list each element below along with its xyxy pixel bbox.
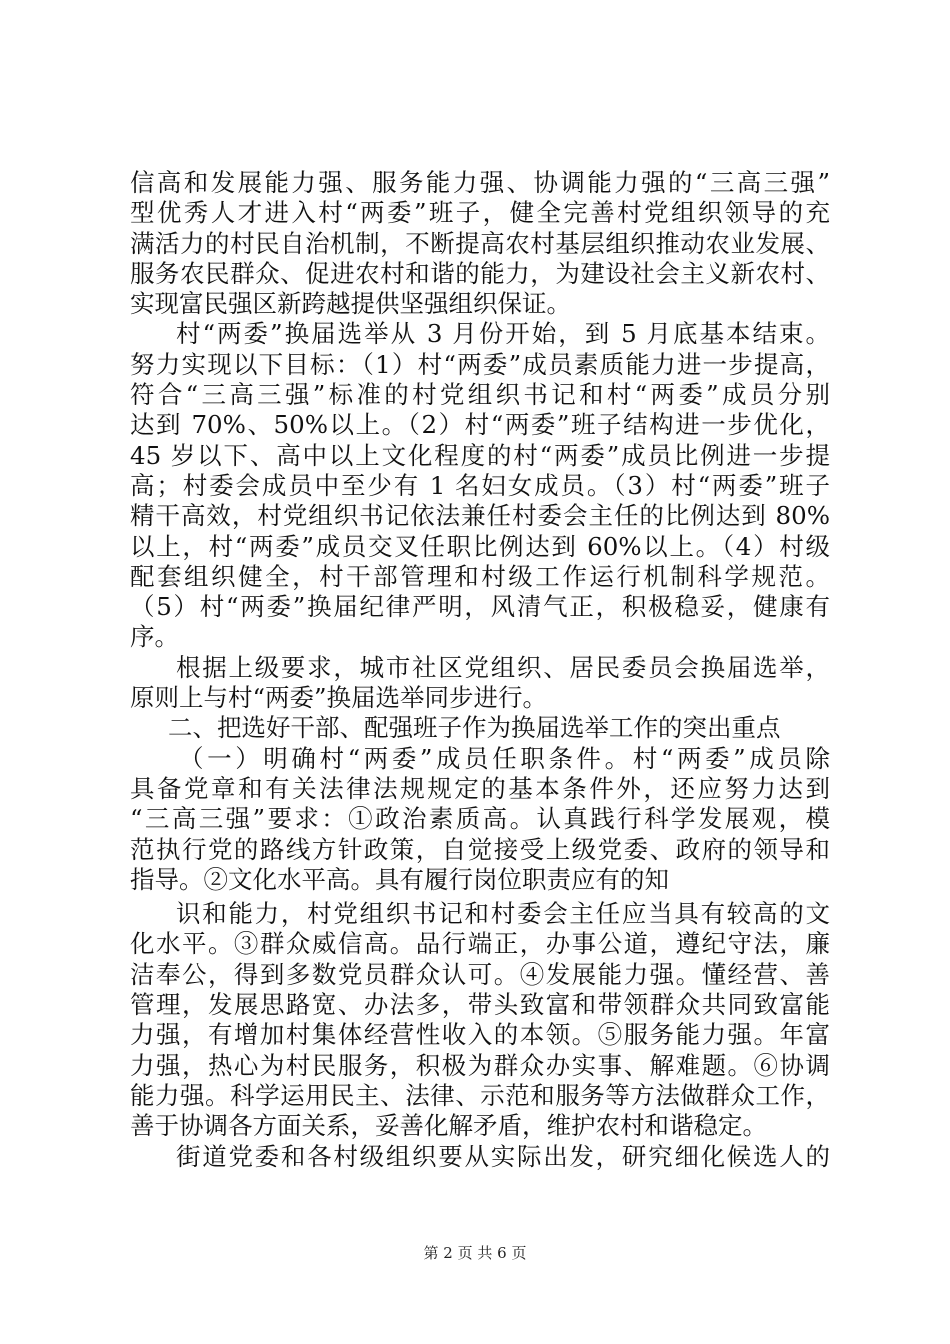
text-line: 范执行党的路线方针政策，自觉接受上级党委、政府的领导和 <box>130 834 830 864</box>
text-line: 洁奉公，得到多数党员群众认可。④发展能力强。懂经营、善 <box>130 959 830 989</box>
paragraph-start-line: 街道党委和各村级组织要从实际出发，研究细化候选人的 <box>176 1141 830 1171</box>
text-line: 力强，有增加村集体经营性收入的本领。⑤服务能力强。年富 <box>130 1020 830 1050</box>
text-line: 化水平。③群众威信高。品行端正，办事公道，遵纪守法，廉 <box>130 929 830 959</box>
text-line: 序。 <box>130 622 179 652</box>
paragraph-start-line: 根据上级要求，城市社区党组织、居民委员会换届选举， <box>176 652 830 682</box>
text-line: 原则上与村“两委”换届选举同步进行。 <box>130 683 548 713</box>
text-line: 达到 70%、50%以上。（2）村“两委”班子结构进一步优化， <box>130 410 830 440</box>
text-line: 服务农民群众、促进农村和谐的能力，为建设社会主义新农村、 <box>130 258 830 288</box>
text-line: 实现富民强区新跨越提供坚强组织保证。 <box>130 289 571 319</box>
text-line: 以上，村“两委”成员交叉任职比例达到 60%以上。（4）村级 <box>130 531 830 561</box>
text-line: 型优秀人才进入村“两委”班子，健全完善村党组织领导的充 <box>130 198 830 228</box>
text-line: 配套组织健全，村干部管理和村级工作运行机制科学规范。 <box>130 561 830 591</box>
text-line: 具备党章和有关法律法规规定的基本条件外，还应努力达到 <box>130 773 830 803</box>
document-body <box>130 168 830 1172</box>
text-line: 高；村委会成员中至少有 1 名妇女成员。（3）村“两委”班子 <box>130 470 830 500</box>
paragraph-start-line: 识和能力，村党组织书记和村委会主任应当具有较高的文 <box>176 899 830 929</box>
section-heading: 二、把选好干部、配强班子作为换届选举工作的突出重点 <box>168 713 781 743</box>
text-line: 45 岁以下、高中以上文化程度的村“两委”成员比例进一步提 <box>130 440 830 470</box>
page-number-footer: 第 2 页 共 6 页 <box>423 1244 527 1262</box>
text-line: 指导。②文化水平高。具有履行岗位职责应有的知 <box>130 864 669 894</box>
text-line: 符合“三高三强”标准的村党组织书记和村“两委”成员分别 <box>130 380 830 410</box>
paragraph-start-line: （一）明确村“两委”成员任职条件。村“两委”成员除 <box>179 743 830 773</box>
text-line: 力强，热心为村民服务，积极为群众办实事、解难题。⑥协调 <box>130 1050 830 1080</box>
text-line: “三高三强”要求：①政治素质高。认真践行科学发展观，模 <box>130 804 830 834</box>
text-line: 努力实现以下目标：（1）村“两委”成员素质能力进一步提高， <box>130 349 830 379</box>
text-line: 能力强。科学运用民主、法律、示范和服务等方法做群众工作， <box>130 1080 830 1110</box>
text-line: 满活力的村民自治机制，不断提高农村基层组织推动农业发展、 <box>130 228 830 258</box>
text-line: 精干高效，村党组织书记依法兼任村委会主任的比例达到 80% <box>130 501 830 531</box>
text-line: 善于协调各方面关系，妥善化解矛盾，维护农村和谐稳定。 <box>130 1111 767 1141</box>
text-line: 信高和发展能力强、服务能力强、协调能力强的“三高三强” <box>130 168 830 197</box>
text-line: 管理，发展思路宽、办法多，带头致富和带领群众共同致富能 <box>130 990 830 1020</box>
text-line: （5）村“两委”换届纪律严明，风清气正，积极稳妥，健康有 <box>130 592 830 622</box>
paragraph-start-line: 村“两委”换届选举从 3 月份开始，到 5 月底基本结束。 <box>176 319 830 349</box>
